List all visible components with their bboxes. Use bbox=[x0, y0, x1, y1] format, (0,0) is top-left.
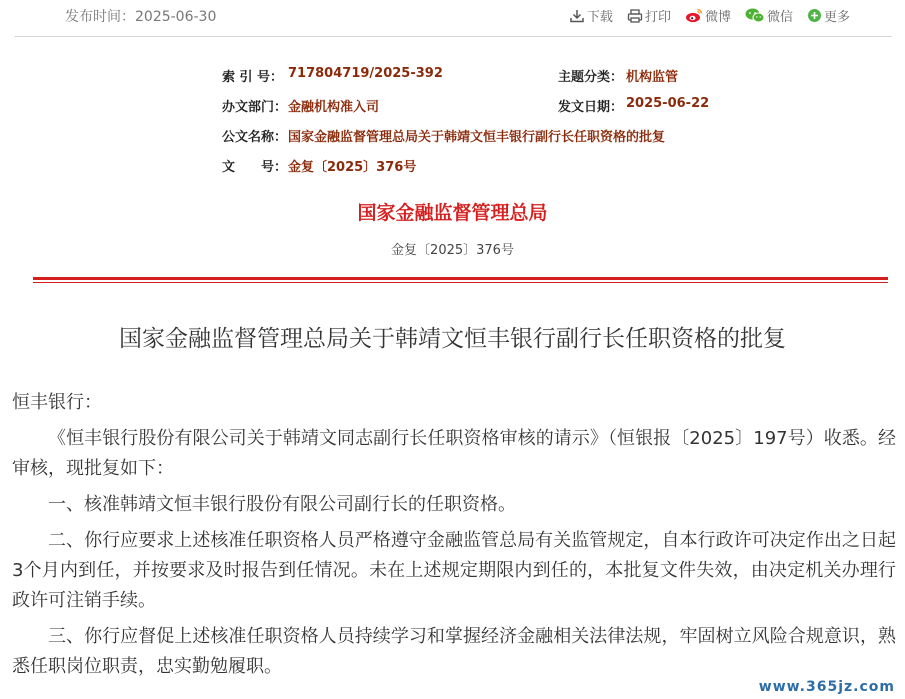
wechat-icon bbox=[745, 8, 765, 23]
docnum-label: 文 号： bbox=[222, 160, 288, 175]
more-button[interactable] bbox=[807, 6, 850, 25]
name-label: 公文名称： bbox=[222, 130, 288, 145]
document-number: 金复〔2025〕376号 bbox=[391, 243, 514, 258]
name-value: 国家金融监督管理总局关于韩靖文恒丰银行副行长任职资格的批复 bbox=[288, 130, 666, 145]
body-paragraph: 《恒丰银行股份有限公司关于韩靖文同志副行长任职资格审核的请示》（恒银报〔2025〕197号）收悉。经审核，现批复如下： bbox=[12, 428, 896, 479]
weibo-button[interactable] bbox=[685, 6, 731, 25]
print-button[interactable] bbox=[627, 6, 671, 25]
red-divider-thin bbox=[33, 282, 888, 283]
category-label: 主题分类： bbox=[558, 70, 624, 85]
date-label: 发文日期： bbox=[558, 100, 624, 115]
meta-row-index bbox=[222, 66, 842, 96]
more-label: 更多 bbox=[823, 10, 850, 25]
download-icon bbox=[569, 9, 585, 23]
index-label: 索 引 号： bbox=[222, 70, 284, 85]
document-metadata bbox=[222, 66, 842, 186]
weibo-icon bbox=[685, 8, 703, 23]
salutation: 恒丰银行： bbox=[12, 392, 102, 413]
body-paragraph: 二、你行应要求上述核准任职资格人员严格遵守金融监管总局有关监管规定，自本行政许可决定作出之日起3个月内到任，并按要求及时报告到任情况。未在上述规定期限内到任的，本批复文件失效，由决定机关办理行政许可注销手续。 bbox=[12, 530, 896, 611]
meta-row-name bbox=[222, 126, 842, 156]
wechat-button[interactable] bbox=[745, 6, 793, 25]
dept-value: 金融机构准入司 bbox=[288, 100, 380, 115]
body-paragraph: 一、核准韩靖文恒丰银行股份有限公司副行长的任职资格。 bbox=[48, 494, 516, 515]
share-actions bbox=[569, 6, 850, 25]
plus-circle-icon bbox=[807, 8, 822, 23]
meta-row-dept bbox=[222, 96, 842, 126]
top-bar bbox=[0, 0, 905, 32]
download-label: 下载 bbox=[586, 10, 613, 25]
printer-icon bbox=[627, 9, 643, 23]
category-value: 机构监管 bbox=[626, 70, 679, 85]
docnum-value: 金复〔2025〕376号 bbox=[288, 160, 417, 175]
body-paragraph: 三、你行应督促上述核准任职资格人员持续学习和掌握经济金融相关法律法规，牢固树立风险合规意识，熟悉任职岗位职责，忠实勤勉履职。 bbox=[12, 626, 896, 677]
document-body bbox=[12, 388, 896, 688]
date-value: 2025-06-22 bbox=[626, 96, 710, 111]
print-label: 打印 bbox=[644, 10, 671, 25]
top-divider bbox=[14, 36, 892, 37]
issuing-agency: 国家金融监督管理总局 bbox=[357, 202, 548, 224]
dept-label: 办文部门： bbox=[222, 100, 288, 115]
weibo-label: 微博 bbox=[704, 10, 731, 25]
watermark: www.365jz.com bbox=[758, 679, 895, 695]
publish-date: 发布时间：2025-06-30 bbox=[65, 9, 217, 25]
meta-row-docnum bbox=[222, 156, 842, 186]
index-value: 717804719/2025-392 bbox=[288, 66, 443, 81]
download-button[interactable] bbox=[569, 6, 613, 25]
red-divider-thick bbox=[33, 277, 888, 280]
wechat-label: 微信 bbox=[766, 10, 793, 25]
document-title: 国家金融监督管理总局关于韩靖文恒丰银行副行长任职资格的批复 bbox=[119, 326, 786, 352]
